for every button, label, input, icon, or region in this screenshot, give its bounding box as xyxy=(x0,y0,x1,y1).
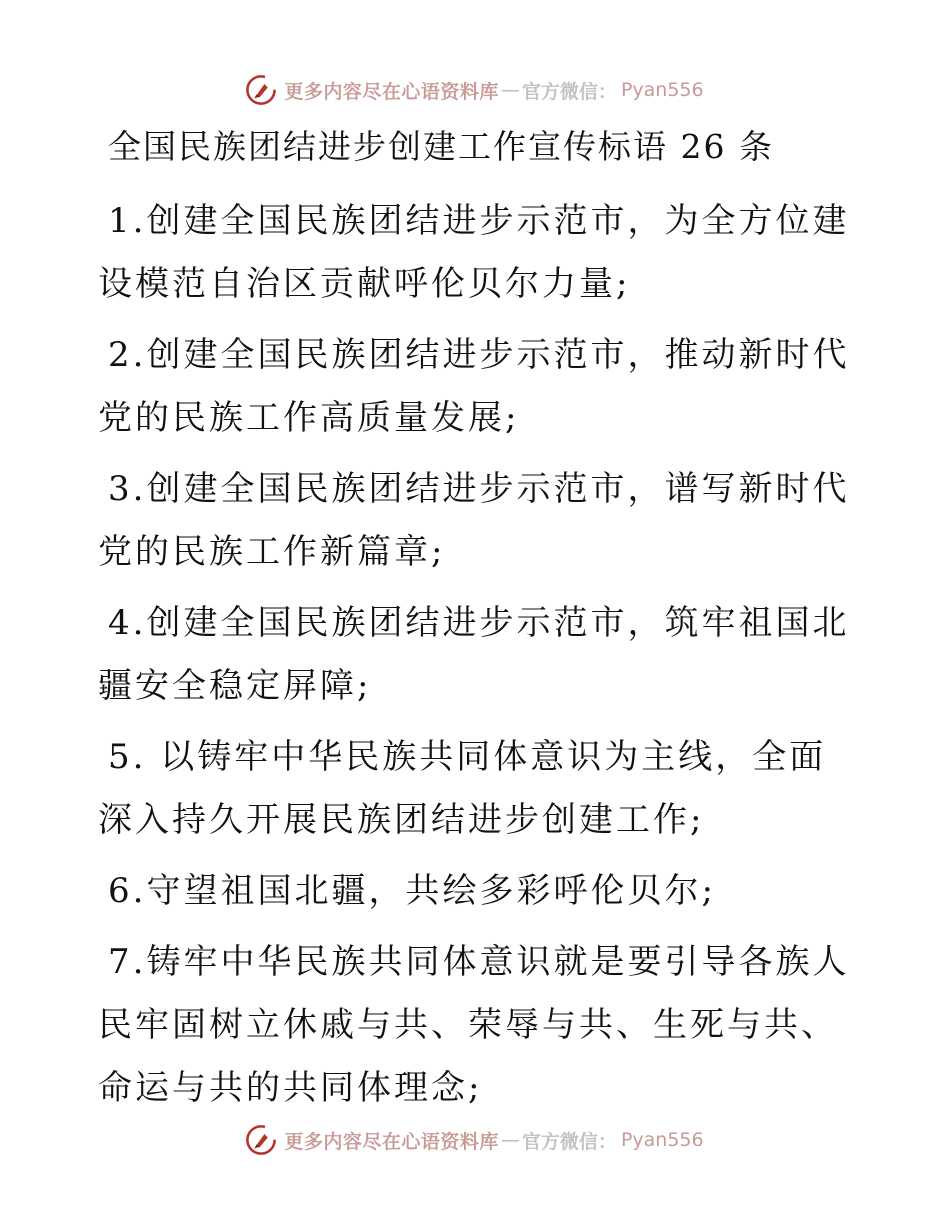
slogan-item: 7.铸牢中华民族共同体意识就是要引导各族人民牢固树立休戚与共、荣辱与共、生死与共、命运与共的共同体理念; xyxy=(98,942,850,1108)
slogan-list xyxy=(98,190,858,1128)
footer-banner xyxy=(0,1120,950,1160)
pen-nib-logo-icon xyxy=(244,73,278,107)
slogan-item: 4.创建全国民族团结进步示范市，筑牢祖国北疆安全稳定屏障; xyxy=(98,603,850,706)
banner-wechat-label: 官方微信： xyxy=(521,80,617,103)
banner-text: 更多内容尽在心语资料库 xyxy=(284,80,499,103)
banner-wechat-id: Pyan556 xyxy=(620,79,704,101)
banner-text: 更多内容尽在心语资料库 xyxy=(284,1130,499,1153)
slogan-item: 6.守望祖国北疆，共绘多彩呼伦贝尔; xyxy=(108,871,716,911)
slogan-item: 5. 以铸牢中华民族共同体意识为主线，全面深入持久开展民族团结进步创建工作; xyxy=(98,737,827,840)
slogan-item: 3.创建全国民族团结进步示范市，谱写新时代党的民族工作新篇章; xyxy=(98,469,850,572)
slogan-item: 1.创建全国民族团结进步示范市，为全方位建设模范自治区贡献呼伦贝尔力量; xyxy=(98,201,850,304)
banner-wechat-label: 官方微信： xyxy=(521,1130,617,1153)
slogan-item: 2.创建全国民族团结进步示范市，推动新时代党的民族工作高质量发展; xyxy=(98,335,850,438)
banner-separator: — xyxy=(500,1129,520,1151)
header-banner xyxy=(0,70,950,110)
pen-nib-logo-icon xyxy=(244,1123,278,1157)
banner-wechat-id: Pyan556 xyxy=(620,1129,704,1151)
document-title: 全国民族团结进步创建工作宣传标语 26 条 xyxy=(108,127,774,166)
banner-separator: — xyxy=(500,79,520,101)
